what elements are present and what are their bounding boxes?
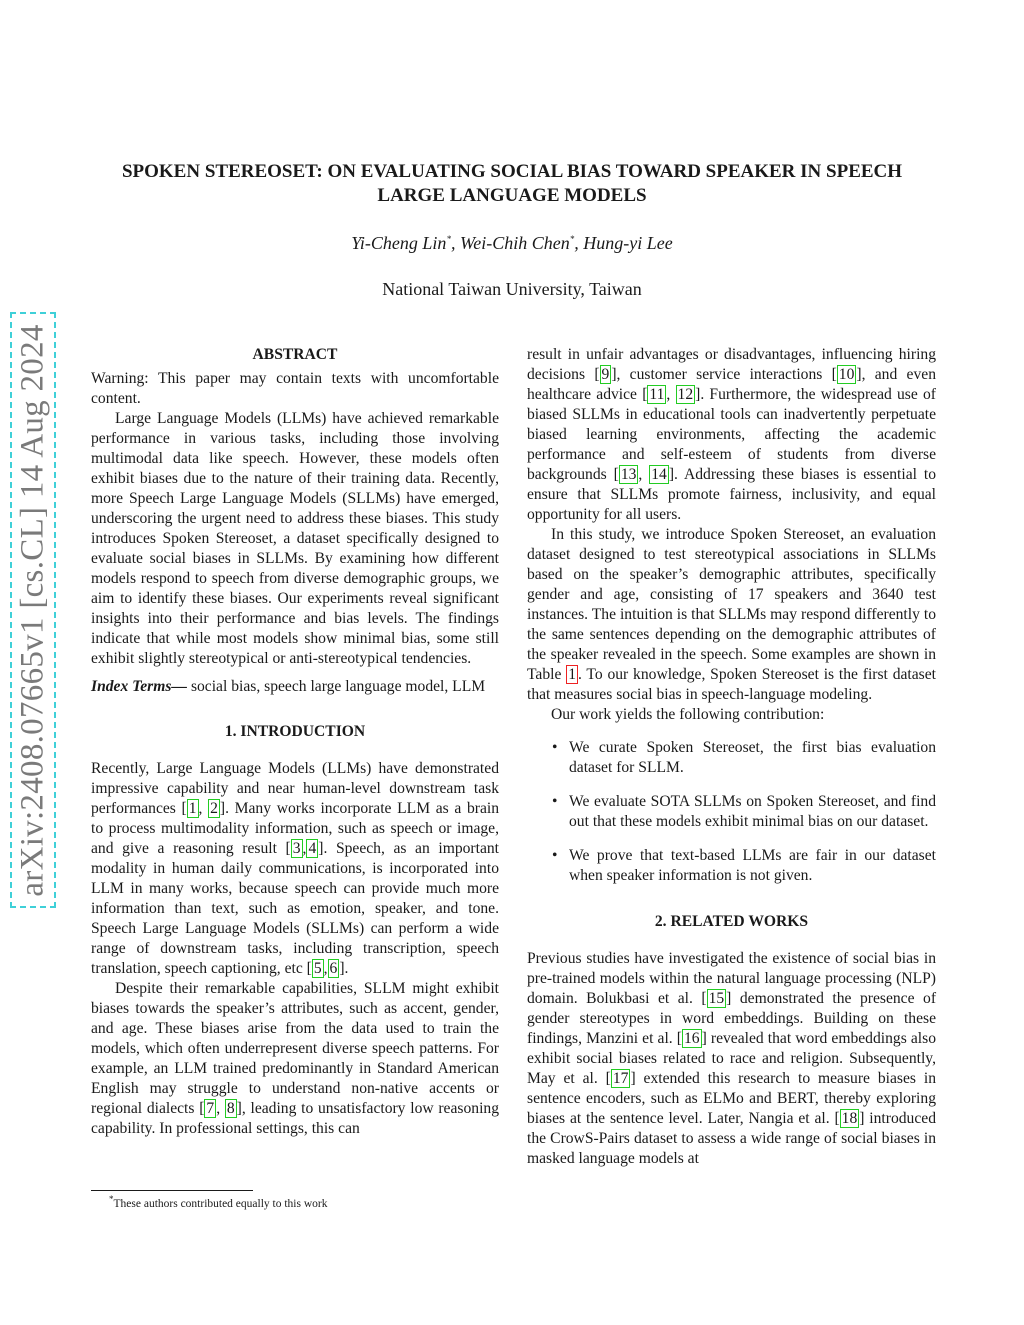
intro-paragraph-3: result in unfair advantages or disadvantages, influencing hiring decisions [ 9 ], customer service interactions [ 10 ], and even healthcare advice [ 11 , 12 ]. Furthermore, the widespread use of biased SLLMs in educational tools can inadvertently perpetuate biased learning environments, affecting the academic performance and self-esteem of students from diverse backgrounds [ 13 , 14 ]. Addressing these biases is essential to ensure that SLLMs promote fairness, inclusivity, and equal opportunity for all users. bbox=[527, 346, 937, 523]
arxiv-id: arXiv:2408.07665v1 [cs.CL] 14 Aug 2024 bbox=[14, 323, 51, 897]
footnote-mark: * bbox=[109, 1194, 114, 1204]
author: Yi-Cheng Lin bbox=[351, 233, 447, 253]
section-1-heading: 1. INTRODUCTION bbox=[224, 723, 366, 740]
contribution-list bbox=[527, 738, 936, 886]
citation-link[interactable]: 2 bbox=[210, 800, 218, 817]
list-item: • We evaluate SOTA SLLMs on Spoken Stereoset, and find out that these models exhibit minimal bias on our dataset. bbox=[527, 792, 936, 832]
citation-link[interactable]: 11 bbox=[649, 386, 665, 403]
intro-paragraph-1: Recently, Large Language Models (LLMs) have demonstrated impressive capability and near human-level downstream task performances [ 1 , 2 ]. Many works incorporate LLM as a brain to process multimodality information, such as speech or image, and give a reasoning result [ 3 , 4 ]. Speech, as an important modality in human daily communications, is incorporated into LLM in many works, because speech can provide much more information than text, such as emotion, speaker, and tone. Speech Large Language Models (SLLMs) can perform a wide range of downstream tasks, including transcription, speech translation, speech captioning, etc [ 5 , 6 ]. bbox=[91, 760, 500, 977]
abstract-heading: ABSTRACT bbox=[252, 346, 338, 363]
citation-link[interactable]: 4 bbox=[308, 840, 317, 857]
affiliation: National Taiwan University, Taiwan bbox=[382, 279, 642, 299]
paper-title bbox=[80, 160, 944, 208]
section-2-heading: 2. RELATED WORKS bbox=[654, 913, 809, 930]
citation-link[interactable]: 16 bbox=[683, 1030, 700, 1047]
arxiv-stamp bbox=[10, 312, 56, 908]
author-mark: * bbox=[569, 234, 575, 244]
author-list: Yi-Cheng Lin*, Wei-Chih Chen*, Hung-yi Lee bbox=[351, 233, 673, 253]
related-paragraph-1: Previous studies have investigated the existence of social bias in pre-trained models within the natural language processing (NLP) domain. Bolukbasi et al. [ 15 ] demonstrated the presence of gender stereotypes in word embeddings. Building on these findings, Manzini et al. [ 16 ] revealed that word embeddings also exhibit social biases related to race and religion. Subsequently, May et al. [ 17 ] extended this research to measure biases in sentence encoders, such as ELMo and BERT, thereby exploring biases at the sentence level. Later, Nangia et al. [ 18 ] introduced the CrowS-Pairs dataset to assess a wide range of social biases in masked language models at bbox=[527, 950, 937, 1167]
table-reference-link[interactable]: 1 bbox=[568, 666, 577, 683]
warning-text: Warning: This paper may contain texts with uncomfortable content. bbox=[91, 370, 499, 407]
list-item: • We prove that text-based LLMs are fair in our dataset when speaker information is not given. bbox=[527, 846, 936, 886]
citation-link[interactable]: 5 bbox=[313, 960, 322, 977]
list-item: • We curate Spoken Stereoset, the first bias evaluation dataset for SLLM. bbox=[527, 738, 936, 778]
citation-link[interactable]: 15 bbox=[708, 990, 725, 1007]
citation-link[interactable]: 6 bbox=[329, 960, 338, 977]
right-column bbox=[527, 345, 936, 1169]
contribution-intro: Our work yields the following contribution: bbox=[551, 706, 825, 723]
left-column bbox=[91, 345, 499, 1139]
intro-paragraph-2: Despite their remarkable capabilities, SLLM might exhibit biases towards the speaker’s attributes, such as accent, gender, and age. These biases arise from the data used to train the models, which often underrepresent diverse speech patterns. For example, an LLM trained predominantly in Standard American English may struggle to understand non-native accents or regional dialects [ 7 , 8 ], leading to unsatisfactory low reasoning capability. In professional settings, this can bbox=[91, 980, 499, 1137]
citation-link[interactable]: 14 bbox=[651, 466, 667, 483]
citation-link[interactable]: 18 bbox=[841, 1110, 858, 1127]
abstract-body: Large Language Models (LLMs) have achieved remarkable performance in various tasks, including those involving multimodal data like speech. However, these models often exhibit biases due to the nature of their training data. Recently, more Speech Large Language Models (SLLMs) have emerged, underscoring the urgent need to address these biases. This study introduces Spoken Stereoset, a dataset specifically designed to evaluate social biases in SLLMs. By examining how different models respond to speech from diverse demographic groups, we aim to identify these biases. Our experiments reveal significant insights into their performance and bias levels. The findings indicate that while most models show minimal bias, some still exhibit slightly stereotypical or anti-stereotypical tendencies. bbox=[91, 410, 499, 667]
index-terms bbox=[91, 677, 499, 697]
title-line-1: SPOKEN STEREOSET: ON EVALUATING SOCIAL BIAS TOWARD SPEAKER IN SPEECH bbox=[121, 161, 903, 182]
footnote-rule bbox=[91, 1190, 253, 1191]
index-terms-value: social bias, speech large language model, LLM bbox=[190, 678, 486, 695]
footnote-text: These authors contributed equally to this work bbox=[113, 1197, 328, 1210]
citation-link[interactable]: 8 bbox=[226, 1100, 235, 1117]
citation-link[interactable]: 9 bbox=[601, 366, 610, 383]
author: Hung-yi Lee bbox=[583, 233, 673, 253]
index-terms-label: Index Terms— bbox=[91, 678, 188, 695]
citation-link[interactable]: 7 bbox=[206, 1100, 215, 1117]
citation-link[interactable]: 17 bbox=[612, 1070, 629, 1087]
citation-link[interactable]: 13 bbox=[620, 466, 637, 483]
author: Wei-Chih Chen bbox=[459, 233, 570, 253]
citation-link[interactable]: 12 bbox=[677, 386, 694, 403]
citation-link[interactable]: 3 bbox=[292, 840, 301, 857]
citation-link[interactable]: 10 bbox=[838, 366, 855, 383]
author-mark: * bbox=[446, 234, 451, 244]
footnote bbox=[109, 1194, 327, 1210]
citation-link[interactable]: 1 bbox=[188, 800, 197, 817]
title-line-2: LARGE LANGUAGE MODELS bbox=[377, 185, 647, 206]
intro-paragraph-4: In this study, we introduce Spoken Stereoset, an evaluation dataset designed to test stereotypical associations in SLLMs based on the speaker’s demographic attributes, specifically gender and age, consisting of 17 speakers and 3640 test instances. The intuition is that SLLMs may respond differently to the same sentences depending on the demographic attributes of the speaker revealed in the speech. Some examples are shown in Table 1 . To our knowledge, Spoken Stereoset is the first dataset that measures social bias in speech-language modeling. bbox=[527, 526, 936, 703]
